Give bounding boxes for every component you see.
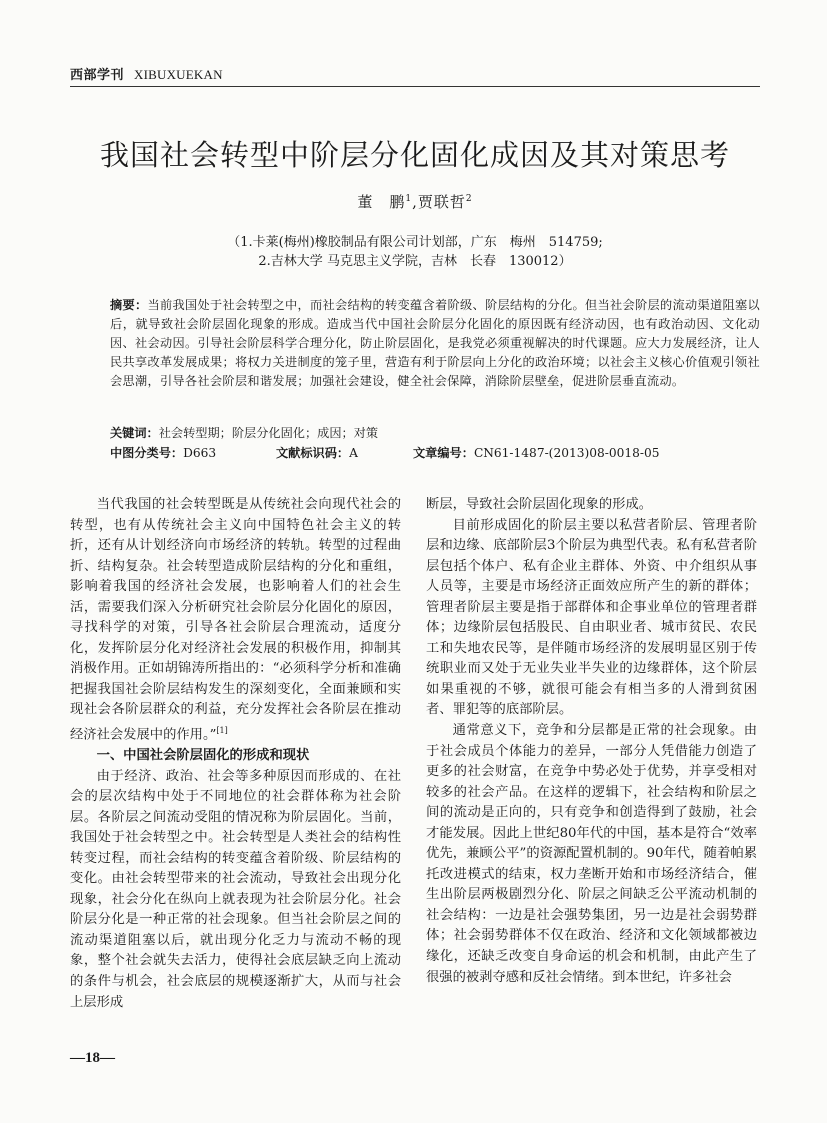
- affiliation-2: 2.吉林大学 马克思主义学院，吉林 长春 130012）: [258, 254, 572, 269]
- page-number: —18—: [70, 1050, 115, 1066]
- paragraph: 由于经济、政治、社会等多种原因而形成的、在社会的层次结构中处于不同地位的社会群体称为社会阶层。各阶层之间流动受阻的情况称为阶层固化。当前，我国处于社会转型之中。社会转型是人类社会的结构性转变过程，而社会结构的转变蕴含着阶级、阶层结构的变化。由社会转型带来的社会流动，导致社会出现分化现象，社会分化在纵向上就表现为社会阶层分化。社会阶层分化是一种正常的社会现象。但当社会阶层之间的流动渠道阻塞以后，就出现分化乏力与流动不畅的现象，整个社会就失去活力，使得社会底层缺乏向上流动的条件与机会，社会底层的规模逐渐扩大，从而与社会上层形成: [70, 768, 401, 1010]
- author-2: 贾联哲: [417, 193, 466, 211]
- article-title: 我国社会转型中阶层分化固化成因及其对策思考: [99, 138, 730, 172]
- paragraph-continued: 断层，导致社会阶层固化现象的形成。: [426, 497, 653, 512]
- document-code: 文献标识码：A: [276, 446, 358, 460]
- article-number: 文章编号：CN61-1487-(2013)08-0018-05: [413, 446, 660, 460]
- journal-header: [70, 64, 760, 83]
- clc-number: 中图分类号：D663: [110, 446, 217, 460]
- affiliations: [70, 233, 760, 271]
- authors: [70, 191, 760, 212]
- keywords-text: 社会转型期；阶层分化固化；成因；对策: [158, 426, 379, 440]
- journal-name-en: XIBUXUEKAN: [134, 67, 223, 82]
- author-2-mark: 2: [465, 194, 473, 204]
- journal-name: 西部学刊: [70, 68, 125, 83]
- abstract-label: 摘要：: [110, 298, 148, 312]
- citation-ref: [1]: [216, 726, 228, 736]
- paragraph: 目前形成固化的阶层主要以私营者阶层、管理者阶层和边缘、底部阶层3个阶层为典型代表。私有私营者阶层包括个体户、私有企业主群体、外资、中介组织从事人员等，主要是市场经济正面效应所产生的新的群体；管理者阶层主要是指于部群体和企事业单位的管理者群体；边缘阶层包括股民、自由职业者、城市贫民、农民工和失地农民等，是伴随市场经济的发展明显区别于传统职业而又处于无业失业半失业的边缘群体，这个阶层如果重视的不够，就很可能会有相当多的人滑到贫困者、罪犯等的底部阶层。: [426, 517, 757, 718]
- paragraph: 当代我国的社会转型既是从传统社会向现代社会的转型，也有从传统社会主义向中国特色社会主义的转折，还有从计划经济向市场经济的转轨。转型的过程曲折、结构复杂。社会转型造成阶层结构的分化和重组，影响着我国的经济社会发展，也影响着人们的社会生活，需要我们深入分析研究社会阶层分化固化的原因，寻找科学的对策，引导各社会阶层合理流动，适度分化，发挥阶层分化对经济社会发展的积极作用，抑制其消极作用。正如胡锦涛所指出的：“必须科学分析和准确把握我国社会阶层结构发生的深刻变化，全面兼顾和实现社会各阶层群众的利益，充分发挥社会各阶层在推动经济社会发展中的作用。”[1]: [70, 497, 401, 743]
- section-heading: 一、中国社会阶层固化的形成和现状: [96, 747, 310, 763]
- keywords: [110, 424, 760, 443]
- abstract: [110, 296, 760, 391]
- author-1: 董 鹏: [357, 193, 406, 211]
- body-column-right: [426, 495, 757, 988]
- author-1-mark: 1: [405, 194, 413, 204]
- body-column-left: [70, 495, 401, 1013]
- abstract-text: 当前我国处于社会转型之中，而社会结构的转变蕴含着阶级、阶层结构的分化。但当社会阶层的流动渠道阻塞以后，就导致社会阶层固化现象的形成。造成当代中国社会阶层分化固化的原因既有经济动因，也有政治动因、文化动因、社会动因。引导社会阶层科学合理分化，防止阶层固化，是我党必须重视解决的时代课题。应大力发展经济，让人民共享改革发展成果；将权力关进制度的笼子里，营造有利于阶层向上分化的政治环境；以社会主义核心价值观引领社会思潮，引导各社会阶层和谐发展；加强社会建设，健全社会保障，消除阶层壁垒，促进阶层垂直流动。: [110, 298, 761, 388]
- paragraph: 通常意义下，竞争和分层都是正常的社会现象。由于社会成员个体能力的差异，一部分人凭借能力创造了更多的社会财富，在竞争中势必处于优势，并享受相对较多的社会产品。在这样的逻辑下，社会结构和阶层之间的流动是正向的，只有竞争和创造得到了鼓励，社会才能发展。因此上世纪80年代的中国，基本是符合“效率优先，兼顾公平”的资源配置机制的。90年代，随着帕累托改进模式的结束，权力垄断开始和市场经济结合，催生出阶层两极剧烈分化、阶层之间缺乏公平流动机制的社会结构：一边是社会强势集团，另一边是社会弱势群体；社会弱势群体不仅在政治、经济和文化领域都被边缘化，还缺乏改变自身命运的机会和机制，由此产生了很强的被剥夺感和反社会情绪。到本世纪，许多社会: [426, 723, 757, 985]
- author-separator: ,: [412, 193, 418, 211]
- header-rule: [70, 86, 760, 87]
- keywords-label: 关键词：: [110, 426, 159, 440]
- affiliation-1: （1.卡莱(梅州)橡胶制品有限公司计划部，广东 梅州 514759;: [227, 235, 603, 250]
